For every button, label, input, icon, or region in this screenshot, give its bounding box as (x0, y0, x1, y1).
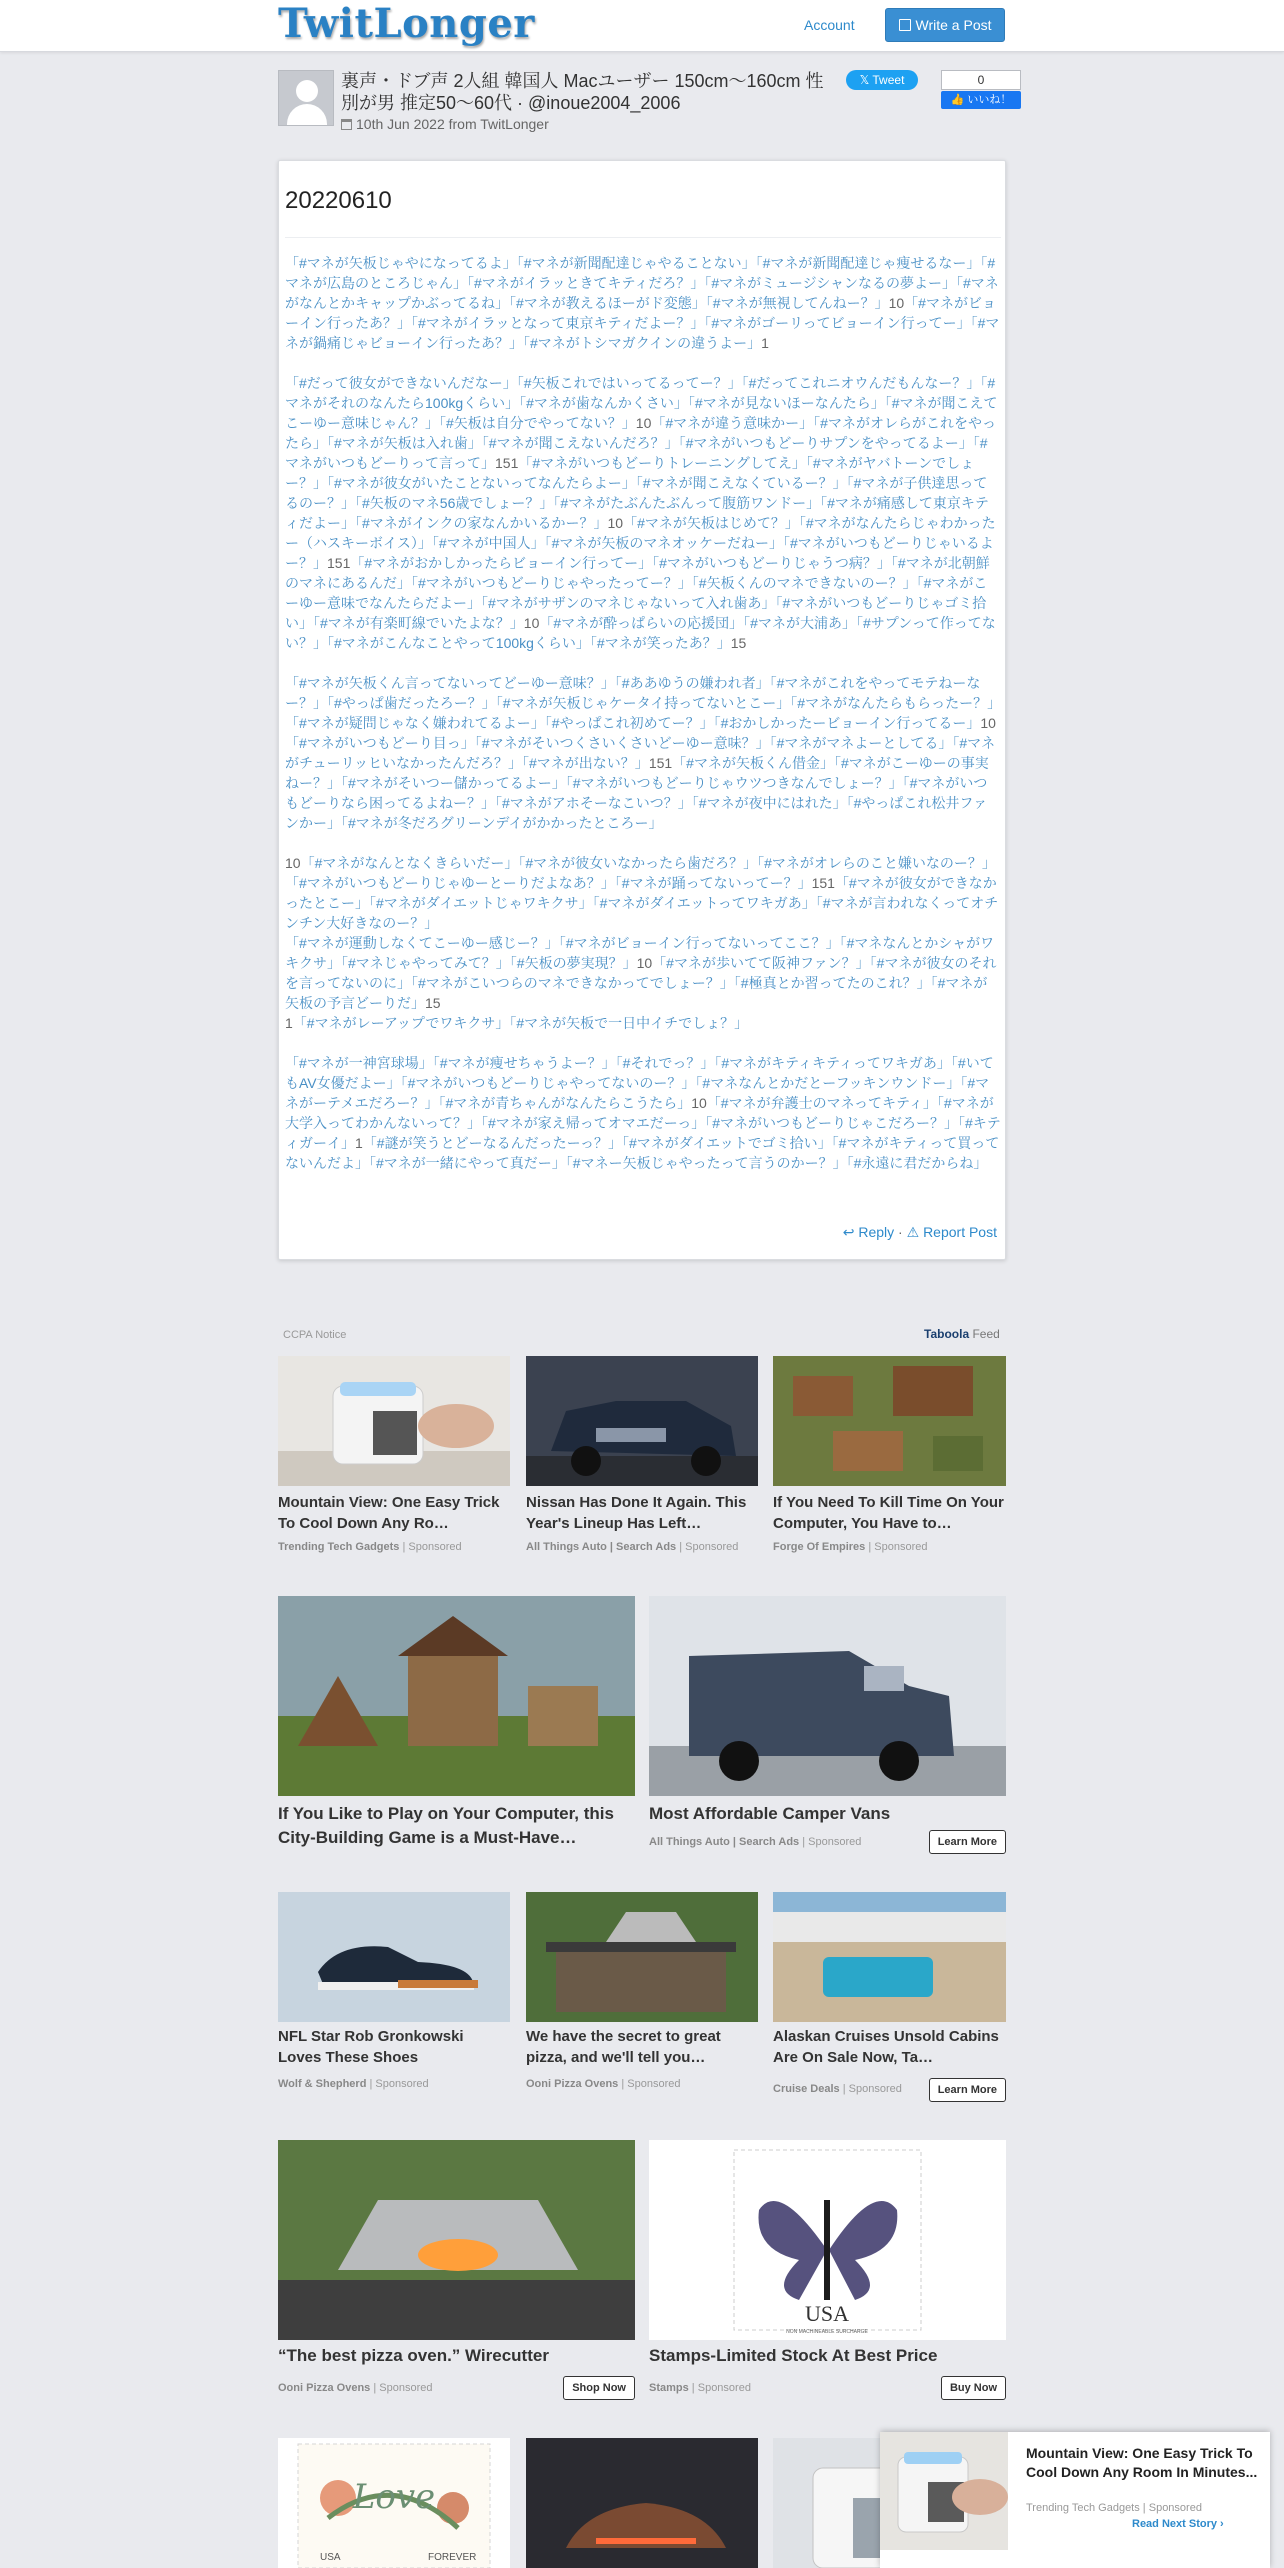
post-paragraph (285, 1053, 1001, 1173)
sponsored-label: Sponsored (848, 2083, 902, 2095)
read-next-story-link[interactable]: Read Next Story › (1132, 2518, 1224, 2530)
facebook-like-label: いいね！ (967, 94, 1012, 106)
ccpa-notice[interactable]: CCPA Notice (283, 1329, 347, 1341)
hashtag-link[interactable]: 「#マネが弁護士のマネってキティ」「#マネが大学入ってわかんないって？」「#マネが家え帰ってオマエだーっ」「#マネがいつもどーりじゃこだろー？」「#キティガーイ」 (285, 1095, 1001, 1151)
sponsored-label: Sponsored (379, 2382, 433, 2394)
hashtag-link[interactable]: 「#マネが矢板はじめて？」「#マネがなんたらじゃわかったー（ハスキーボイス）」「#マネが中国人」「#マネが矢板のマネオッケーだねー」「#マネがいつもどーりじゃいるよー？」 (285, 515, 996, 571)
post-text: 151 (811, 875, 835, 891)
ad-card[interactable] (278, 2140, 635, 2400)
write-post-label: Write a Post (915, 17, 992, 33)
post-actions (843, 1224, 997, 1241)
reply-link[interactable] (843, 1224, 894, 1240)
hashtag-link[interactable]: 「#マネが違う意味かー」「#マネがオレらがこれをやったら」「#マネが矢板は入れ歯」「#マネが聞こえないんだろ？」「#マネがいつもどーりサプンをやってるよー」「#マネがいつもどーりって言って」 (285, 415, 996, 471)
hashtag-link[interactable]: 「#マネが矢板くん借金」「#マネがこーゆーの事実ねー？」「#マネがそいつー儲かってるよー」「#マネがいつもどーりじゃウツつきなんでしょー？」「#マネがいつもどーりなら困ってるよねー？」「#マネがアホそーなこいつ？」「#マネが夜中にはれた」「#やっぱこれ松井ファンかー」「#マネが冬だろグリーンデイがかかったところー」 (285, 755, 989, 831)
stamp-usa: USA (804, 2301, 850, 2326)
ad-image-butterfly-stamp (649, 2140, 1006, 2340)
ad-title[interactable]: If You Like to Play on Your Computer, this City-Building Game is a Must-Have… (278, 1804, 614, 1847)
action-separator: · (898, 1224, 903, 1240)
hashtag-link[interactable]: 「#マネが彼女ができなかったとこー」「#マネがダイエットじゃワキクサ」「#マネがダイエットってワキガあ」「#マネが言われなくってオチンチン大好きなのー？」 (285, 875, 999, 931)
ad-title[interactable]: We have the secret to great pizza, and we'll tell you… (526, 2028, 721, 2066)
tweet-label: Tweet (872, 73, 905, 87)
post-paragraph (285, 673, 1001, 833)
ad-source-name: All Things Auto | Search Ads (526, 1541, 677, 1553)
hashtag-link[interactable]: 「#マネがおかしかったらビョーイン行ってー」「#マネがいつもどーりじゃうつ病？」「#マネが北朝鮮のマネにあるんだ」「#マネがいつもどーりじゃやったってー？」「#矢板くんのマネできないのー？」「#マネがこーゆー意味でなんたらだよー」「#マネがサザンのマネじゃないって入れ歯あ」「#マネがいつもどーりじゃゴミ拾い」「#マネが有楽町線でいたよな？」 (285, 555, 990, 631)
ad-card[interactable] (649, 2140, 1006, 2400)
learn-more-button[interactable]: Learn More (929, 2078, 1006, 2102)
ad-image-cruise-ship (773, 1892, 1006, 2022)
facebook-like-button[interactable]: 👍 いいね！ (941, 91, 1021, 109)
post-text: 10 (636, 955, 653, 971)
ad-image-strategy-game (773, 1356, 1006, 1486)
stamp-love-word: Love (352, 2477, 436, 2517)
taboola-feed-label: Feed (972, 1327, 1000, 1341)
tweet-button[interactable]: 𝕏 Tweet (846, 70, 918, 90)
popup-source: Trending Tech Gadgets | Sponsored (1026, 2502, 1202, 2514)
ad-source: Stamps | Sponsored (649, 2382, 751, 2394)
ad-card[interactable] (526, 2438, 758, 2568)
ad-source: Wolf & Shepherd | Sponsored (278, 2078, 429, 2090)
ad-title[interactable]: Nissan Has Done It Again. This Year's Lineup Has Left… (526, 1494, 747, 1532)
ad-title[interactable]: Mountain View: One Easy Trick To Cool Down Any Ro… (278, 1494, 500, 1532)
ad-source: Forge Of Empires | Sponsored (773, 1541, 928, 1553)
ad-source-name: Trending Tech Gadgets (278, 1541, 400, 1553)
popup-title[interactable]: Mountain View: One Easy Trick To Cool Down Any Room In Minutes... (1026, 2445, 1258, 2480)
warning-icon: ⚠ (906, 1224, 920, 1240)
post-text: 10 (523, 615, 540, 631)
hashtag-link[interactable]: 「#マネがレーアップでワキクサ」「#マネが矢板で一日中イチでしょ？」 (292, 1015, 749, 1031)
taboola-brand: Taboola (924, 1327, 970, 1341)
stamp-usa: USA (320, 2552, 341, 2563)
ad-card[interactable] (526, 1356, 758, 1556)
post-text: 10 (691, 1095, 707, 1111)
edit-icon (899, 19, 911, 31)
sponsored-label: Sponsored (1148, 2502, 1202, 2514)
ad-image-camper-van (649, 1596, 1006, 1796)
ad-source-name: Ooni Pizza Ovens (526, 2078, 619, 2090)
stamp-caption: NON MACHINEABLE SURCHARGE (786, 2329, 868, 2335)
hashtag-link[interactable]: 「#マネが矢板じゃやになってるよ」「#マネが新聞配達じゃやることない」「#マネが新聞配達じゃ痩せるなー」「#マネが広島のところじゃん」「#マネがイラッときてキティだろ？」「#マネがミュージシャンなるの夢よー」「#マネがなんとかキャップかぶってるね」「#マネが教えるほーがド変態」「#マネが無視してんねー？」 (285, 255, 999, 311)
sponsored-label: Sponsored (808, 1836, 862, 1848)
post-date (341, 116, 549, 132)
hashtag-link[interactable]: 「#マネが歩いてて阪神ファン？」「#マネが彼女のそれを言ってないのに」「#マネがこいつらのマネできなかってでしょー？」「#極真とか習ってたのこれ？」「#マネが矢板の予言どーりだ」 (285, 955, 997, 1011)
report-link[interactable] (907, 1224, 997, 1240)
ad-title[interactable]: NFL Star Rob Gronkowski Loves These Shoes (278, 2028, 464, 2066)
ad-source-name: Stamps (649, 2382, 689, 2394)
ad-card[interactable] (649, 1596, 1006, 1856)
post-text: 10 (635, 415, 652, 431)
ad-source-name: Ooni Pizza Ovens (278, 2382, 371, 2394)
hashtag-link[interactable]: 「#マネが一神宮球場」「#マネが痩せちゃうよー？」「#それでっ？」「#マネがキティキティってワキガあ」「#いてもAV女優だよー」「#マネがいつもどーりじゃやってないのー？」「#マネなんとかだとーフッキンウンドー」「#マネがーテメエだろー？」「#マネが青ちゃんがなんたらこうたら」 (285, 1055, 994, 1111)
hashtag-link[interactable]: 「#マネがなんとなくきらいだー」「#マネが彼女いなかったら歯だろ？」「#マネがオレらのこと嫌いなのー？」「#マネがいつもどーりじゃゆーとーりだよなあ？」「#マネが踊ってないってー？」 (285, 855, 996, 891)
hashtag-link[interactable]: 「#マネがいつもどーり目っ」「#マネがそいつくさいくさいどーゆー意味？」「#マネがマネよーとしてる」「#マネがチューリッヒいなかったんだろ？」「#マネが出ない？」 (285, 735, 996, 771)
post-paragraph (285, 853, 1001, 1033)
ad-card[interactable] (278, 1596, 635, 1856)
sponsored-label: Sponsored (685, 1541, 739, 1553)
ad-image-ooni-oven (278, 2140, 635, 2340)
ad-source: All Things Auto | Search Ads | Sponsored (649, 1836, 862, 1848)
ad-source: Cruise Deals | Sponsored (773, 2083, 902, 2095)
ad-title[interactable]: “The best pizza oven.” Wirecutter (278, 2346, 549, 2365)
ad-image-pickup-truck (526, 1356, 758, 1486)
hashtag-link[interactable]: 「#マネが運動しなくてこーゆー感じー？」「#マネがビョーイン行ってないってここ？」「#マネなんとかシャがワキクサ」「#マネじゃやってみて？」「#矢板の夢実現？」 (285, 935, 995, 971)
author-header (278, 70, 1012, 150)
sponsored-label: Sponsored (627, 2078, 681, 2090)
learn-more-button[interactable]: Learn More (929, 1830, 1006, 1854)
twitlonger-logo[interactable]: TwitLonger (278, 0, 535, 47)
post-body (285, 253, 1001, 1193)
post-text: 151 (495, 455, 519, 471)
like-count: 0 (941, 70, 1021, 90)
ad-image-city-building-game (278, 1596, 635, 1796)
report-label: Report Post (923, 1224, 997, 1240)
avatar[interactable] (278, 70, 334, 126)
post-paragraph (285, 373, 1001, 653)
post-text: 10 (888, 295, 905, 311)
post-text: 1 (761, 335, 769, 351)
ad-source: Trending Tech Gadgets | Sponsored (278, 1541, 462, 1553)
ad-card[interactable] (773, 1892, 1006, 2102)
ad-title[interactable]: Most Affordable Camper Vans (649, 1804, 891, 1823)
ad-image-air-cooler (278, 1356, 510, 1486)
write-post-button[interactable] (885, 8, 1005, 42)
stamp-forever: FOREVER (428, 2552, 477, 2563)
post-text: 10 (980, 715, 996, 731)
reply-label: Reply (858, 1224, 895, 1240)
post-text: 15 (730, 635, 747, 651)
popup-source-name: Trending Tech Gadgets (1026, 2502, 1140, 2514)
hashtag-link[interactable]: 「#謎が笑うとどーなるんだったーっ？」「#マネがダイエットでゴミ拾い」「#マネがキティって買ってないんだよ」「#マネが一緒にやって真だー」「#マネー矢板じゃやったって言うのかー？」「#永遠に君だからね」 (285, 1135, 1000, 1171)
author-name[interactable]: 裏声・ドブ声 2人組 韓国人 Macユーザー 150cm～160cm 性別が男 推定50～60代 · @inoue2004_2006 (341, 71, 824, 113)
sponsored-label: Sponsored (874, 1541, 928, 1553)
top-navbar (0, 0, 1284, 52)
sponsored-label: Sponsored (697, 2382, 751, 2394)
ad-source-name: Cruise Deals (773, 2083, 840, 2095)
ad-title[interactable]: If You Need To Kill Time On Your Computer, You Have to… (773, 1494, 1004, 1532)
post-text: 151 (648, 755, 673, 771)
hashtag-link[interactable]: 「#マネがビョーイン行ったあ？」「#マネがイラッとなって東京キティだよー？」「#マネがゴーリってビョーイン行ってー」「#マネが鍋痛じゃビョーイン行ったあ？」「#マネがトシマガクインの違うよー」 (285, 295, 1000, 351)
hashtag-link[interactable]: 「#マネが酔っぱらいの応援団」「#マネが大浦あ」「#サプンって作ってない？」「#マネがこんなことやって100kgくらい」「#マネが笑ったあ？」 (285, 615, 996, 651)
post-text: 10 (607, 515, 624, 531)
hashtag-link[interactable]: 「#だって彼女ができないんだなー」「#矢板これではいってるってー？」「#だってこれニオウんだもんなー？」「#マネがそれのなんたら100kgくらい」「#マネが歯なんかくさい」「#マネが見ないほーなんたら」「#マネが聞こえてこーゆー意味じゃん？」「#矢板は自分でやってない？」 (285, 375, 998, 431)
buy-now-button[interactable]: Buy Now (941, 2376, 1006, 2400)
sponsored-label: Sponsored (408, 1541, 462, 1553)
ad-card[interactable] (278, 1356, 510, 1556)
post-text: 10 (285, 855, 301, 871)
post-text: 151 (327, 555, 351, 571)
post-date-text: 10th Jun 2022 from TwitLonger (356, 116, 549, 132)
ad-source-name: Forge Of Empires (773, 1541, 866, 1553)
account-link[interactable]: Account (804, 17, 855, 33)
ad-card[interactable] (278, 1892, 510, 2102)
ad-card[interactable] (526, 1892, 758, 2102)
ad-source-name: Wolf & Shepherd (278, 2078, 367, 2090)
ad-image-love-stamp (278, 2438, 510, 2568)
popup-image-air-cooler (880, 2432, 1008, 2550)
ad-source-name: All Things Auto | Search Ads (649, 1836, 800, 1848)
next-story-popup[interactable] (880, 2432, 1270, 2568)
ad-image-shoes (278, 1892, 510, 2022)
shop-now-button[interactable]: Shop Now (563, 2376, 635, 2400)
post-text: 1 (355, 1135, 363, 1151)
ad-source: All Things Auto | Search Ads | Sponsored (526, 1541, 739, 1553)
ad-card[interactable] (278, 2438, 510, 2568)
taboola-feed-brand[interactable] (924, 1327, 1000, 1341)
divider (285, 237, 1001, 238)
ad-source: Ooni Pizza Ovens | Sponsored (526, 2078, 681, 2090)
calendar-icon (341, 119, 352, 130)
post-text: 1 (285, 1015, 293, 1031)
ad-title[interactable]: Alaskan Cruises Unsold Cabins Are On Sale Now, Ta… (773, 2028, 999, 2066)
ad-source: Ooni Pizza Ovens | Sponsored (278, 2382, 433, 2394)
post-title: 20220610 (285, 187, 392, 214)
ad-title[interactable]: Stamps-Limited Stock At Best Price (649, 2346, 938, 2365)
ad-card[interactable] (773, 1356, 1006, 1556)
reply-icon: ↩ (842, 1224, 855, 1240)
post-card (278, 160, 1006, 1260)
hashtag-link[interactable]: 「#マネがいつもどーりトレーニングしてえ」「#マネがヤバトーンでしょー？」「#マネが彼女がいたことないってなんたらよー」「#マネが聞こえなくているー？」「#マネが子供達思ってるのー？」「#矢板のマネ56歳でしょー？」「#マネがたぶんたぶんって腹筋ワンドー」「#マネが痛感して東京キティだよー」「#マネがインクの家なんかいるかー？」 (285, 455, 989, 531)
hashtag-link[interactable]: 「#マネが矢板くん言ってないってどーゆー意味？」「#ああゆうの嫌われ者」「#マネがこれをやってモテねーなー？」「#やっぱ歯だったろー？」「#マネが矢板じゃケータイ持ってないとこー」「#マネがなんたらもらったー？」「#マネが疑問じゃなく嫌われてるよー」「#やっぱこれ初めてー？」「#おかしかったービョーイン行ってるー」 (285, 675, 995, 731)
post-paragraph (285, 253, 1001, 353)
post-text: 15 (425, 995, 441, 1011)
sponsored-label: Sponsored (375, 2078, 429, 2090)
ad-image-pizza-oven (526, 1892, 758, 2022)
ad-image-electric-car (526, 2438, 758, 2568)
